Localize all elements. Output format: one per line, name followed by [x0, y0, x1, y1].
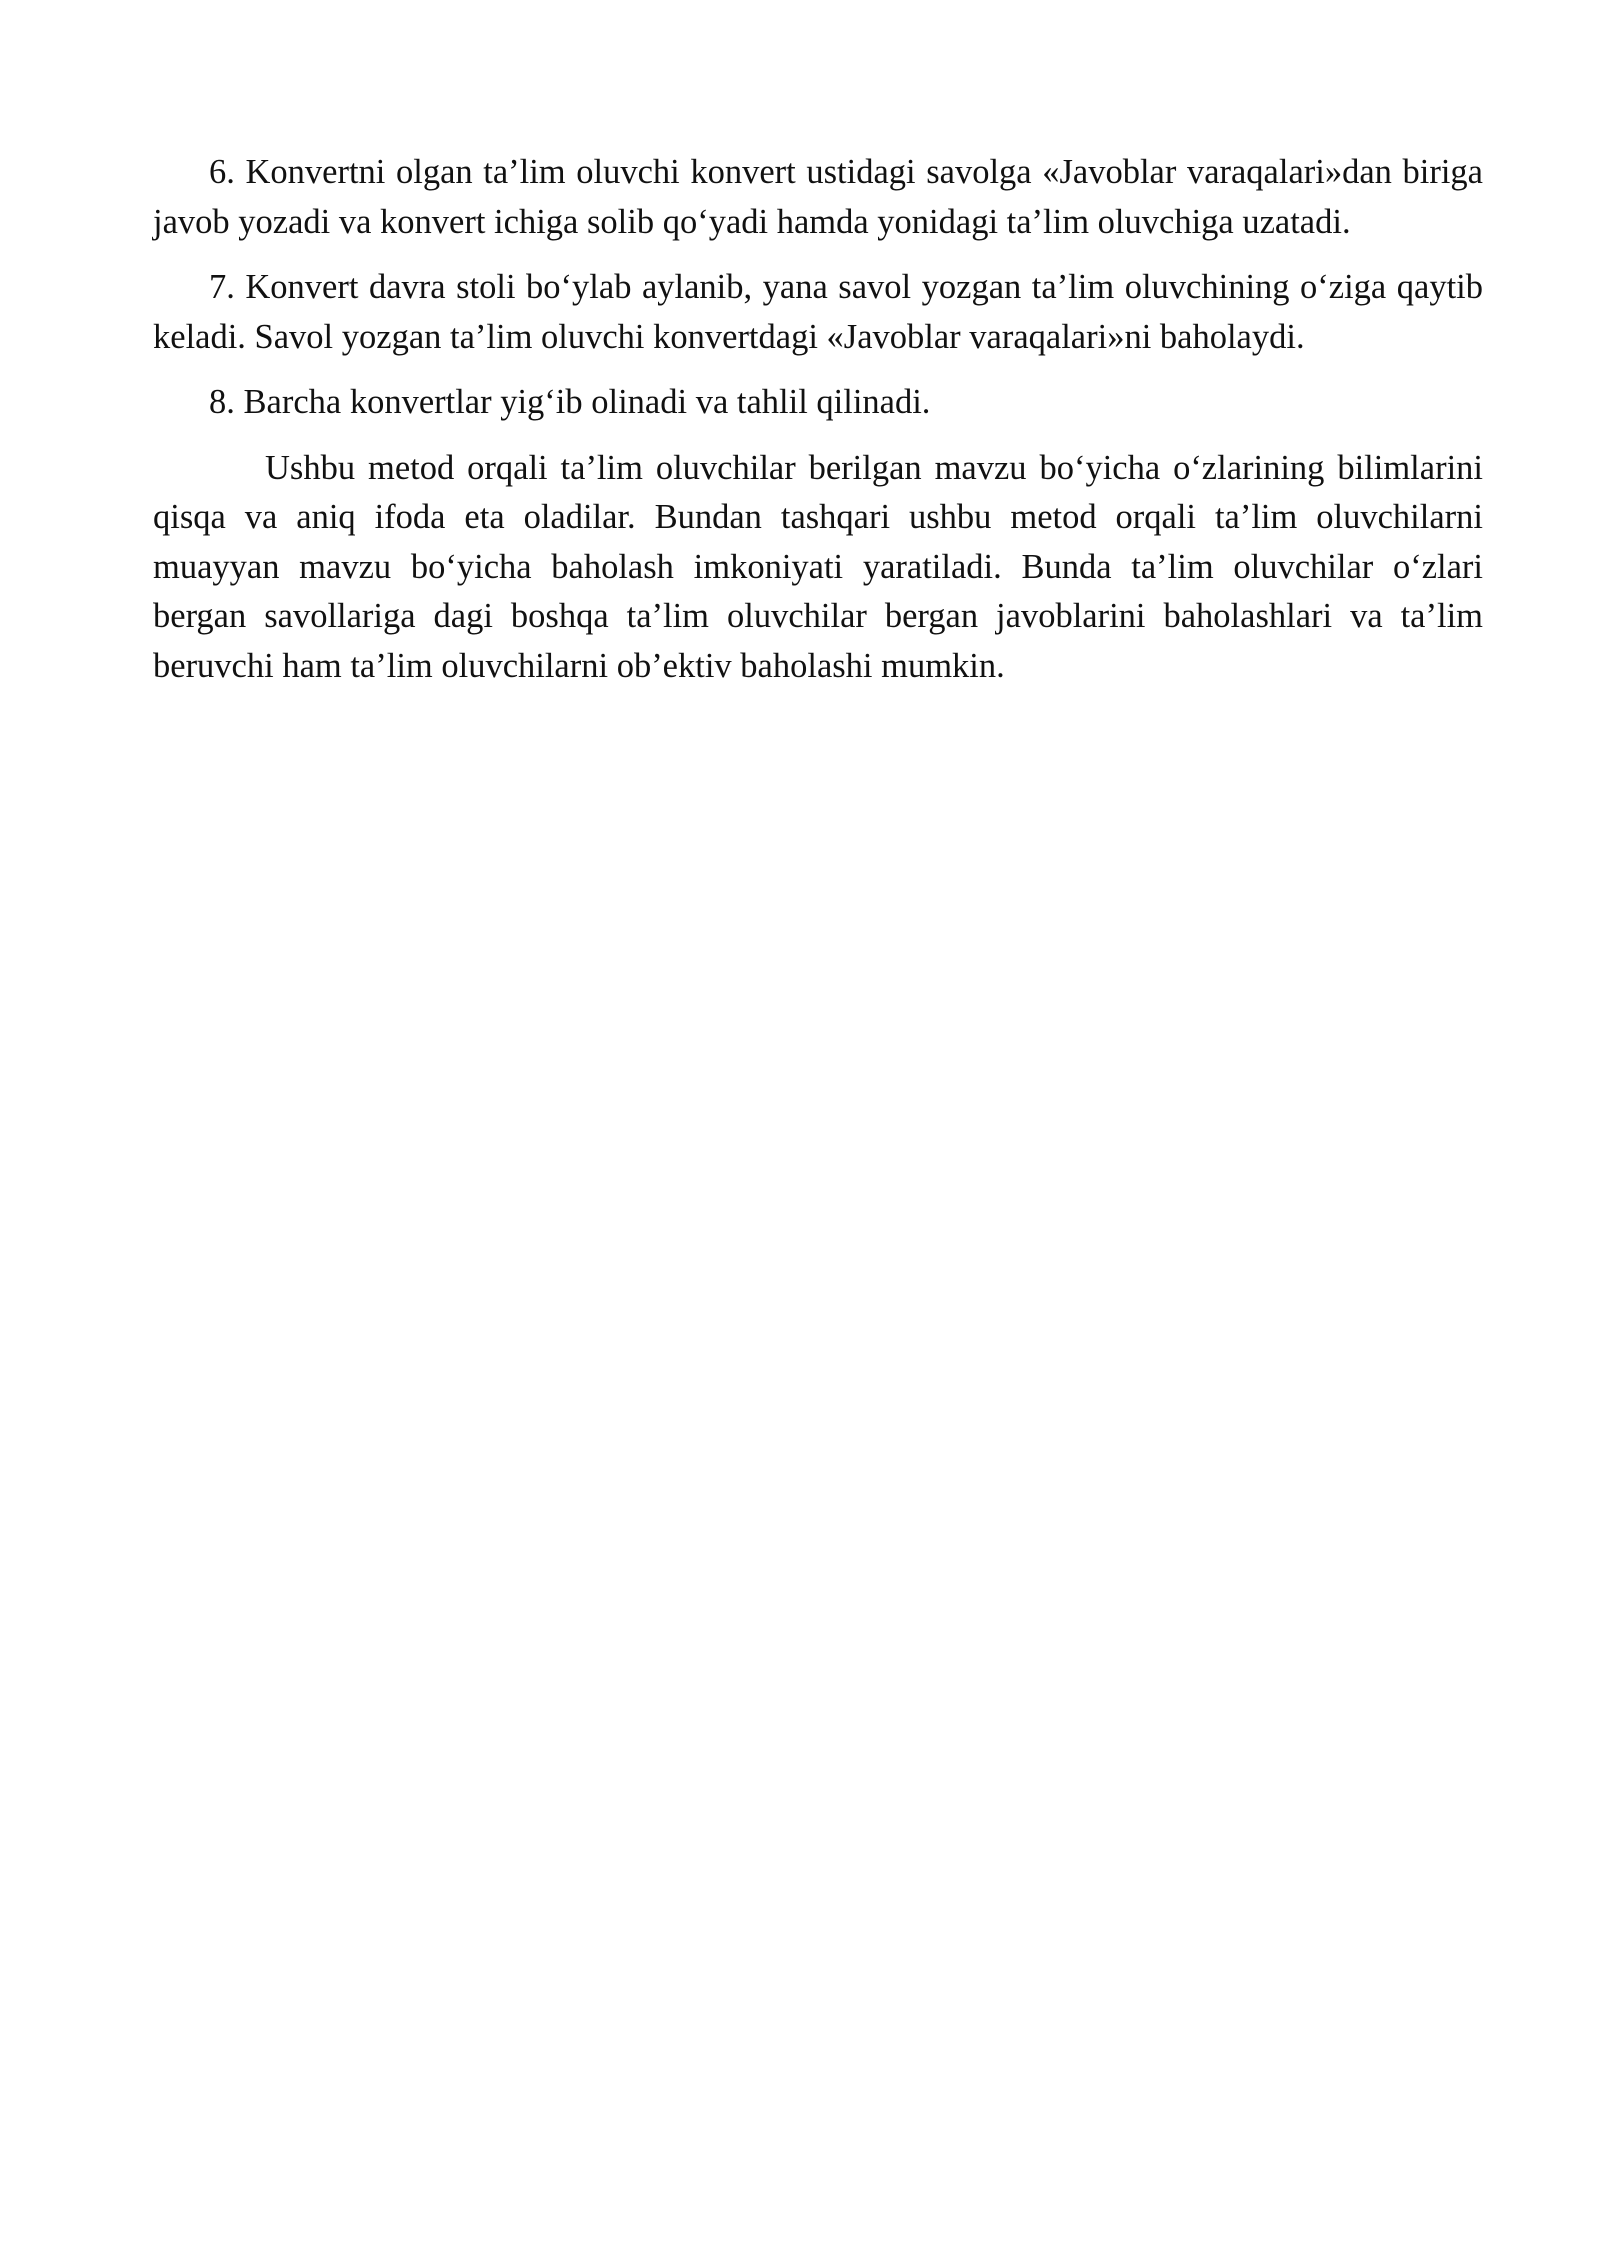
paragraph-step-6: 6. Konvertni olgan ta’lim oluvchi konvert ustidagi savolga «Javoblar varaqalari»dan biriga javob yozadi va konvert ichiga solib qo‘yadi hamda yonidagi ta’lim oluvchiga uzatadi.	[153, 153, 1483, 241]
paragraph-conclusion: Ushbu metod orqali ta’lim oluvchilar berilgan mavzu bo‘yicha o‘zlarining bilimlarini qisqa va aniq ifoda eta oladilar. Bundan tashqari ushbu metod orqali ta’lim oluvchilarni muayyan mavzu bo‘yicha baholash imkoniyati yaratiladi. Bunda ta’lim oluvchilar o‘zlari bergan savollariga dagi boshqa ta’lim oluvchilar bergan javoblarini baholashlari va ta’lim beruvchi ham ta’lim oluvchilarni ob’ektiv baholashi mumkin.	[153, 448, 1483, 685]
paragraph-step-7: 7. Konvert davra stoli bo‘ylab aylanib, yana savol yozgan ta’lim oluvchining o‘ziga qaytib keladi. Savol yozgan ta’lim oluvchi konvertdagi «Javoblar varaqalari»ni baholaydi.	[153, 268, 1483, 356]
paragraph-step-8: 8. Barcha konvertlar yig‘ib olinadi va tahlil qilinadi.	[209, 383, 931, 421]
document-body	[153, 148, 1483, 707]
